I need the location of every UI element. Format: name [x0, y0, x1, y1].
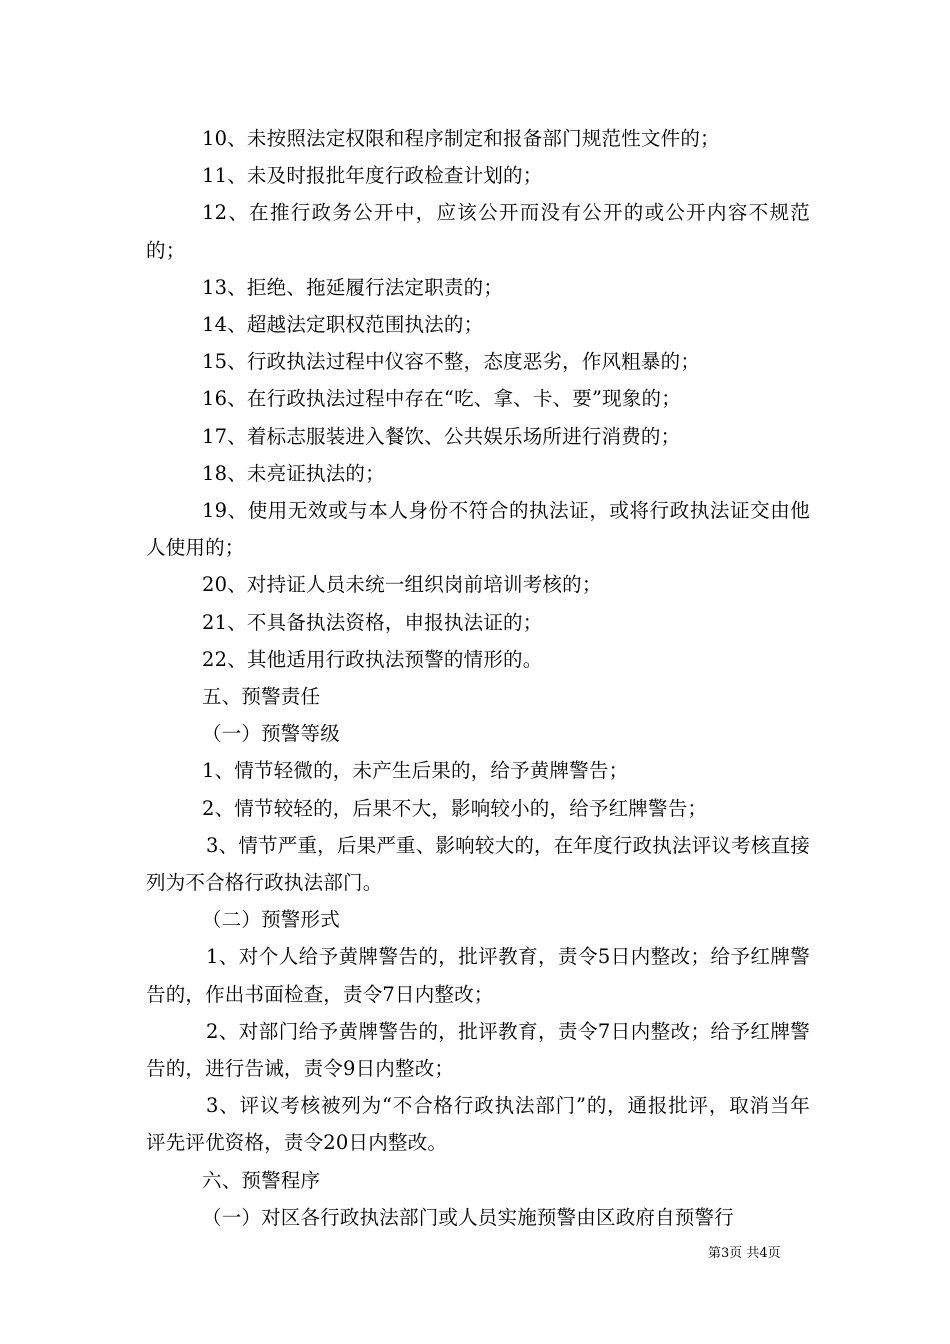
form-item-1: 1、对个人给予黄牌警告的，批评教育，责令5日内整改；给予红牌警告的，作出书面检查，责令7日内整改；: [146, 945, 810, 1006]
list-item-10: 10、未按照法定权限和程序制定和报备部门规范性文件的；: [202, 127, 720, 150]
section-heading-5: 五、预警责任: [202, 685, 321, 709]
form-item-2: 2、对部门给予黄牌警告的，批评教育，责令7日内整改；给予红牌警告的，进行告诫，责令9日内整改；: [146, 1019, 810, 1081]
list-item-21: 21、不具备执法资格，申报执法证的；: [202, 610, 543, 634]
subsection-heading-1: （一）预警等级: [202, 722, 340, 746]
level-item-3: 3、情节严重，后果严重、影响较大的，在年度行政执法评议考核直接列为不合格行政执法部门。: [146, 833, 810, 895]
list-item-14: 14、超越法定职权范围执法的；: [202, 313, 484, 337]
list-item-15: 15、行政执法过程中仪容不整，态度恶劣，作风粗暴的；: [202, 350, 701, 374]
subsection-heading-2: （二）预警形式: [202, 908, 340, 932]
page-number: 第3页 共4页: [708, 1246, 781, 1261]
list-item-16: 16、在行政执法过程中存在“吃、拿、卡、要”现象的；: [202, 387, 681, 411]
list-item-19: 19、使用无效或与本人身份不符合的执法证，或将行政执法证交由他人使用的；: [146, 499, 810, 560]
form-item-3: 3、评议考核被列为“不合格行政执法部门”的，通报批评，取消当年评先评优资格，责令20日内整改。: [146, 1094, 810, 1155]
list-item-13: 13、拒绝、拖延履行法定职责的；: [202, 275, 504, 299]
document-body: [146, 120, 810, 1236]
section-heading-6: 六、预警程序: [202, 1168, 321, 1192]
list-item-17: 17、着标志服装进入餐饮、公共娱乐场所进行消费的；: [202, 424, 681, 448]
list-item-20: 20、对持证人员未统一组织岗前培训考核的；: [202, 573, 602, 597]
level-item-2: 2、情节较轻的，后果不大，影响较小的，给予红牌警告；: [202, 796, 708, 820]
list-item-22: 22、其他适用行政执法预警的情形的。: [202, 647, 543, 671]
level-item-1: 1、情节轻微的，未产生后果的，给予黄牌警告；: [202, 759, 629, 783]
procedure-item-1: （一）对区各行政执法部门或人员实施预警由区政府自预警行: [202, 1205, 734, 1229]
list-item-18: 18、未亮证执法的；: [202, 461, 385, 485]
list-item-11: 11、未及时报批年度行政检查计划的；: [202, 164, 543, 188]
list-item-12: 12、在推行政务公开中，应该公开而没有公开的或公开内容不规范的；: [146, 201, 810, 262]
